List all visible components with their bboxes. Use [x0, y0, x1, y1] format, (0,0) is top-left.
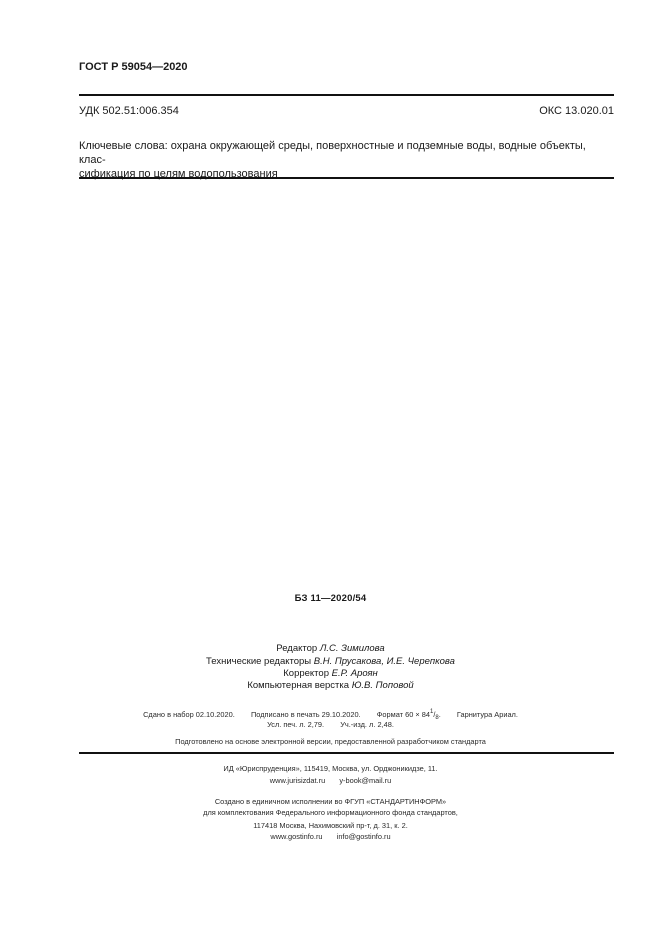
editor-name: Л.С. Зимилова [319, 643, 385, 654]
publisher-sheets: Уч.-изд. л. 2,48. [340, 720, 394, 729]
divider-bottom [79, 752, 614, 754]
corrector-line [0, 668, 661, 679]
divider-keywords [79, 177, 614, 179]
keywords [79, 139, 614, 181]
creator-site[interactable]: www.gostinfo.ru [270, 832, 323, 841]
tech-editors-names: В.Н. Прусакова, И.Е. Черепкова [313, 656, 455, 667]
signed-date: Подписано в печать 29.10.2020. [250, 710, 361, 719]
font-face: Гарнитура Ариал. [456, 710, 518, 719]
keywords-line-2: сификация по целям водопользования [79, 168, 278, 180]
oks-code: ОКС 13.020.01 [539, 105, 614, 117]
tech-editors-line [0, 656, 661, 667]
print-sheets: Усл. печ. л. 2,79. [267, 720, 325, 729]
print-format: Формат $60 \times 84^1/_8$. [376, 709, 441, 721]
editor-line [0, 643, 661, 654]
publisher-email[interactable]: y-book@mail.ru [339, 776, 392, 785]
corrector-label: Корректор [283, 668, 332, 679]
bz-number: БЗ 11—2020/54 [294, 593, 367, 604]
creator-line-2: для комплектования Федерального информационного фонда стандартов, [203, 808, 458, 817]
layout-name: Ю.В. Поповой [351, 680, 414, 691]
publisher-line: ИД «Юриспруденция», 115419, Москва, ул. Орджоникидзе, 11. [223, 764, 438, 773]
creator-email[interactable]: info@gostinfo.ru [336, 832, 391, 841]
layout-line [0, 680, 661, 691]
layout-label: Компьютерная верстка [247, 680, 352, 691]
udk-code: УДК 502.51:006.354 [79, 105, 179, 117]
prepared-note: Подготовлено на основе электронной версии, предоставленной разработчиком стандарта [175, 737, 486, 746]
submitted-date: Сдано в набор 02.10.2020. [143, 710, 235, 719]
creator-address: 117418 Москва, Нахимовский пр-т, д. 31, к. 2. [253, 821, 408, 830]
editor-label: Редактор [276, 643, 320, 654]
tech-editors-label: Технические редакторы [206, 656, 314, 667]
creator-line-1: Создано в единичном исполнении во ФГУП «СТАНДАРТИНФОРМ» [214, 797, 447, 806]
publisher-contacts [0, 776, 661, 785]
corrector-name: Е.Р. Ароян [331, 668, 378, 679]
print-info-line-2 [0, 720, 661, 729]
divider-top [79, 94, 614, 96]
publisher-site[interactable]: www.jurisizdat.ru [269, 776, 326, 785]
standard-code: ГОСТ Р 59054—2020 [79, 61, 188, 73]
keywords-line-1: Ключевые слова: охрана окружающей среды, поверхностные и подземные воды, водные объекты, клас- [79, 140, 586, 166]
creator-contacts [0, 832, 661, 841]
